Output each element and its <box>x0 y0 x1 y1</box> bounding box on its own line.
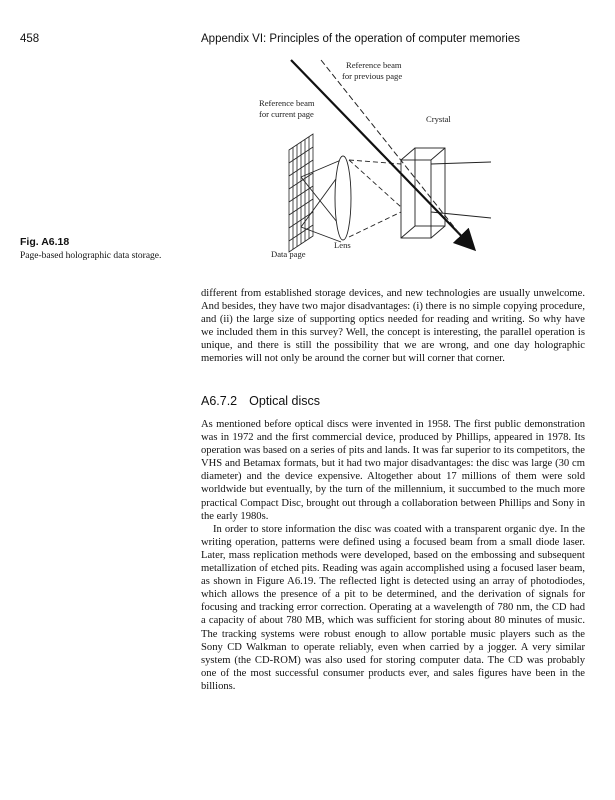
label-ref-prev-1: Reference beam <box>346 60 402 70</box>
crystal <box>401 148 445 238</box>
reference-beam-current <box>291 60 473 248</box>
holographic-diagram <box>201 52 501 274</box>
section-body <box>201 418 585 693</box>
label-ref-curr-2: for current page <box>259 109 314 119</box>
crystal-beams <box>349 160 491 237</box>
section-number: A6.7.2 <box>201 394 238 408</box>
intro-paragraph: different from established storage devices, and new technologies are usually unwelcome. And besides, they have two major disadvantages: (i) there is no simple copying procedure, and (ii) the large size of supporting optics needed for reading and writing. So why have we included them in this survey? Well, the concept is interesting, the parallel operation is unique, and there is still the possibility that we are wrong, and one day holographic memories will not only be around the corner but will corner that corner. <box>201 288 585 365</box>
label-lens: Lens <box>334 240 351 250</box>
page-number: 458 <box>20 33 40 45</box>
running-title: Appendix VI: Principles of the operation of computer memories <box>201 33 520 45</box>
figure-label: Fig. A6.18 <box>20 236 70 248</box>
intro-paragraph-block <box>201 287 585 366</box>
label-ref-prev-2: for previous page <box>342 71 403 81</box>
section-heading <box>201 394 332 408</box>
figure-caption-text: Page-based holographic data storage. <box>20 251 162 261</box>
figure-holographic-storage <box>201 52 501 274</box>
label-data-page: Data page <box>271 249 306 259</box>
section-title: Optical discs <box>249 394 320 408</box>
paragraph-2: In order to store information the disc was coated with a transparent organic dye. In the writing operation, patterns were defined using a focused beam from a small diode laser. Later, mass replication methods were developed, based on the embossing and subsequent metallization of etched pits. Reading was again accomplished using a focused laser beam, as shown in Figure A6.19. The reflected light is detected using an array of photodiodes, which allows the presence of a pit to be determined, and the derivation of signals for focusing and tracking error correction. Operating at a wavelength of 780 nm, the CD had a capacity of about 780 MB, which was sufficient for storing about 80 minutes of music. The tracking systems were robust enough to allow portable music players such as the Sony CD Walkman to operate reliably, even when carried by a jogger. A very similar system (the CD-ROM) was also used for storing computer data. The CD was probably one of the most successful consumer products ever, and sales figures have been in the billions. <box>201 523 585 692</box>
paragraph-1: As mentioned before optical discs were invented in 1958. The first public demonstration was in 1972 and the first commercial device, produced by Phillips, appeared in 1978. Its operation was based on a series of pits and lands. It was far superior to its competitors, the VHS and Betamax formats, but it had two major disadvantages: the disc was large (30 cm diameter) and the device expensive. Altogether about 17 millions of them were sold worldwide but eventually, by the turn of the millennium, it succumbed to the much more practical Compact Disc, brought out through a collaboration between Phillips and Sony in the early 1980s. <box>201 419 585 522</box>
label-crystal: Crystal <box>426 114 451 124</box>
lens <box>335 156 351 240</box>
figure-caption <box>20 236 200 263</box>
label-ref-curr-1: Reference beam <box>259 98 315 108</box>
data-page-grid <box>289 134 313 252</box>
